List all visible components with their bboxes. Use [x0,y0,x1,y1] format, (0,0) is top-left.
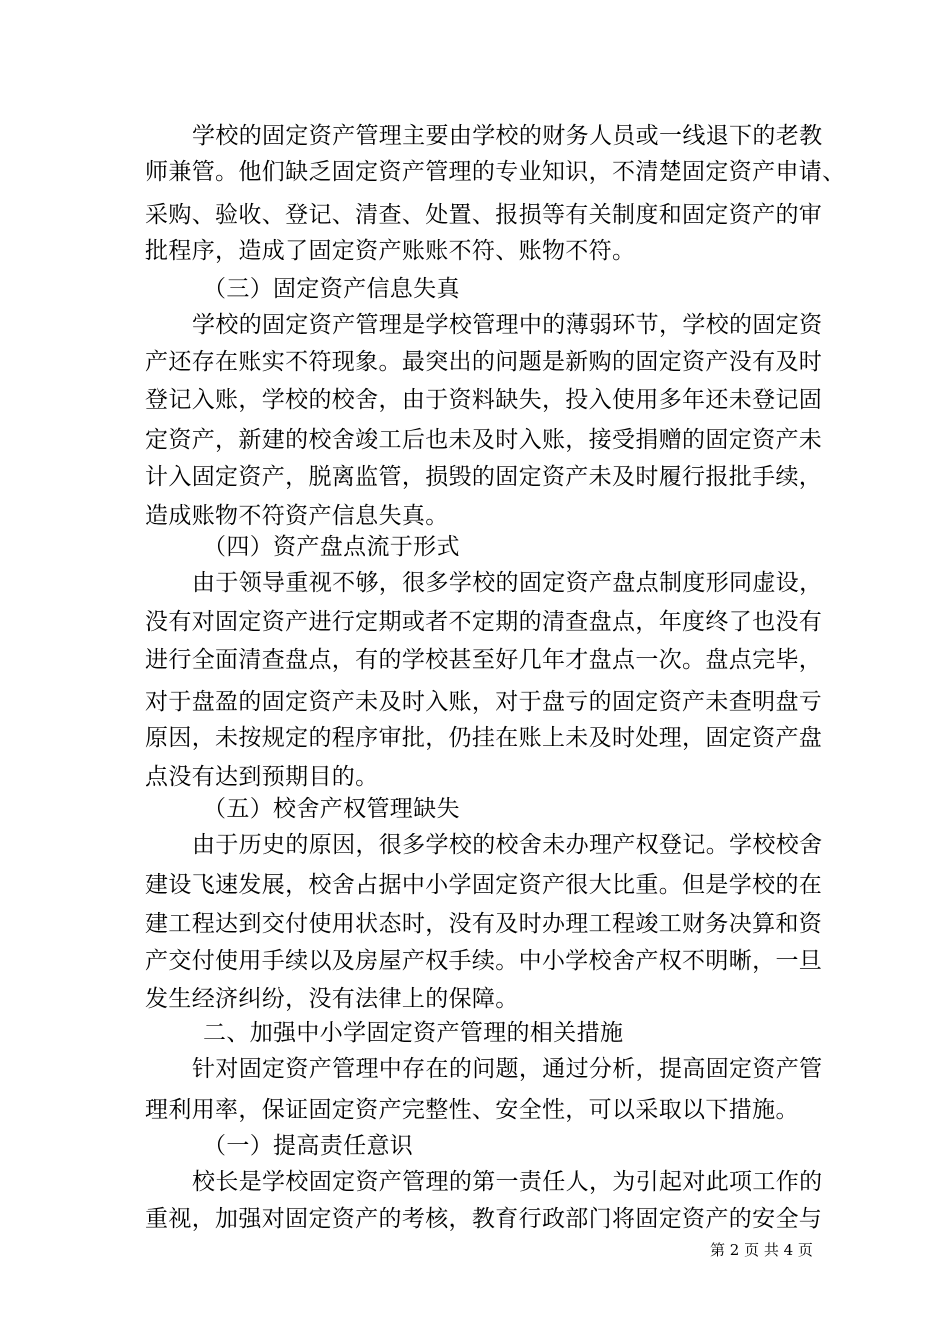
body-line: 学校的固定资产管理主要由学校的财务人员或一线退下的老教 [192,123,823,149]
body-line: 采购、验收、登记、清查、处置、报损等有关制度和固定资产的审 [145,202,823,228]
section-heading: （一）提高责任意识 [203,1133,414,1159]
body-line: 原因，未按规定的程序审批，仍挂在账上未及时处理，固定资产盘 [145,725,823,751]
section-heading: 二、加强中小学固定资产管理的相关措施 [203,1020,624,1046]
body-line: 点没有达到预期目的。 [145,764,379,790]
body-line: 校长是学校固定资产管理的第一责任人，为引起对此项工作的 [192,1169,823,1195]
section-heading: （五）校舍产权管理缺失 [203,796,460,822]
body-line: 进行全面清查盘点，有的学校甚至好几年才盘点一次。盘点完毕， [145,647,823,673]
body-line: 学校的固定资产管理是学校管理中的薄弱环节，学校的固定资 [192,312,823,338]
section-heading: （四）资产盘点流于形式 [203,534,460,560]
body-line: 产还存在账实不符现象。最突出的问题是新购的固定资产没有及时 [145,349,823,375]
body-line: 造成账物不符资产信息失真。 [145,503,449,529]
body-line: 登记入账，学校的校舍，由于资料缺失，投入使用多年还未登记固 [145,387,823,413]
page-number-footer: 第 2 页 共 4 页 [710,1241,813,1259]
body-line: 建设飞速发展，校舍占据中小学固定资产很大比重。但是学校的在 [145,872,823,898]
section-heading: （三）固定资产信息失真 [203,276,460,302]
body-line: 由于领导重视不够，很多学校的固定资产盘点制度形同虚设， [192,570,823,596]
body-line: 师兼管。他们缺乏固定资产管理的专业知识，不清楚固定资产申请、 [145,159,846,185]
body-line: 发生经济纠纷，没有法律上的保障。 [145,986,519,1012]
body-line: 产交付使用手续以及房屋产权手续。中小学校舍产权不明晰，一旦 [145,948,823,974]
body-line: 批程序，造成了固定资产账账不符、账物不符。 [145,238,636,264]
body-line: 由于历史的原因，很多学校的校舍未办理产权登记。学校校舍 [192,832,823,858]
body-line: 针对固定资产管理中存在的问题，通过分析，提高固定资产管 [192,1056,823,1082]
body-line: 理利用率，保证固定资产完整性、安全性，可以采取以下措施。 [145,1097,799,1123]
body-line: 计入固定资产，脱离监管，损毁的固定资产未及时履行报批手续， [145,464,823,490]
body-line: 建工程达到交付使用状态时，没有及时办理工程竣工财务决算和资 [145,911,823,937]
body-line: 对于盘盈的固定资产未及时入账，对于盘亏的固定资产未查明盘亏 [145,689,823,715]
body-line: 没有对固定资产进行定期或者不定期的清查盘点，年度终了也没有 [145,609,823,635]
body-line: 定资产，新建的校舍竣工后也未及时入账，接受捐赠的固定资产未 [145,427,823,453]
body-line: 重视，加强对固定资产的考核，教育行政部门将固定资产的安全与 [145,1206,823,1232]
